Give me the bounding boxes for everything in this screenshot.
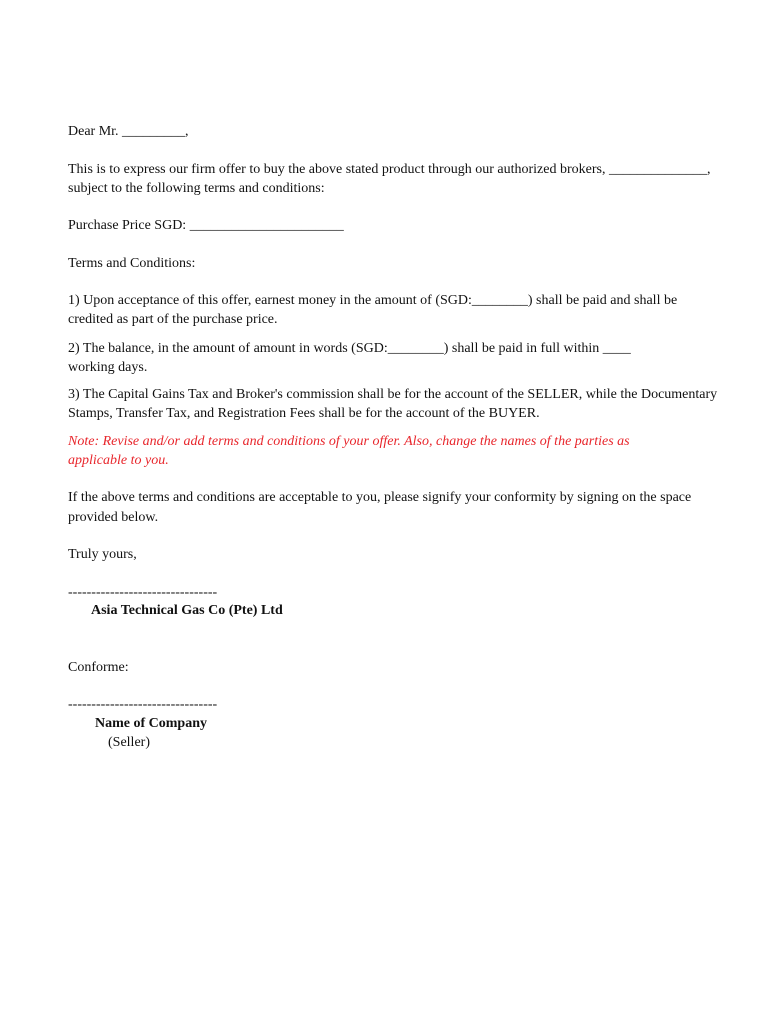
seller-company-name: Name of Company [95, 716, 207, 731]
intro-line-2: subject to the following terms and conditions: [68, 181, 325, 196]
term-1-line-2: credited as part of the purchase price. [68, 312, 278, 327]
seller-signature-line: -------------------------------- [68, 697, 218, 712]
salutation: Dear Mr. _________, [68, 124, 189, 139]
buyer-company-name: Asia Technical Gas Co (Pte) Ltd [91, 603, 283, 618]
buyer-signature-line: -------------------------------- [68, 585, 218, 600]
term-3-line-1: 3) The Capital Gains Tax and Broker's commission shall be for the account of the SELLER, while the Documentary [68, 387, 718, 402]
term-2-line-1: 2) The balance, in the amount of amount in words (SGD:________) shall be paid in full within ____ [68, 341, 631, 356]
intro-line-1: This is to express our firm offer to buy the above stated product through our authorized brokers, ______________, [68, 162, 711, 177]
term-3-line-2: Stamps, Transfer Tax, and Registration Fees shall be for the account of the BUYER. [68, 406, 540, 421]
note-line-1: Note: Revise and/or add terms and conditions of your offer. Also, change the names of the parties as [68, 434, 630, 449]
purchase-price: Purchase Price SGD: ______________________ [68, 218, 344, 233]
conforme-label: Conforme: [68, 660, 129, 675]
terms-heading: Terms and Conditions: [68, 256, 196, 271]
seller-role: (Seller) [108, 735, 150, 750]
note-line-2: applicable to you. [68, 453, 169, 468]
acceptance-line-1: If the above terms and conditions are acceptable to you, please signify your conformity by signing on the space [68, 490, 692, 505]
term-1-line-1: 1) Upon acceptance of this offer, earnest money in the amount of (SGD:________) shall be paid and shall be [68, 293, 678, 308]
closing: Truly yours, [68, 547, 137, 562]
term-2-line-2: working days. [68, 360, 148, 375]
acceptance-line-2: provided below. [68, 510, 159, 525]
